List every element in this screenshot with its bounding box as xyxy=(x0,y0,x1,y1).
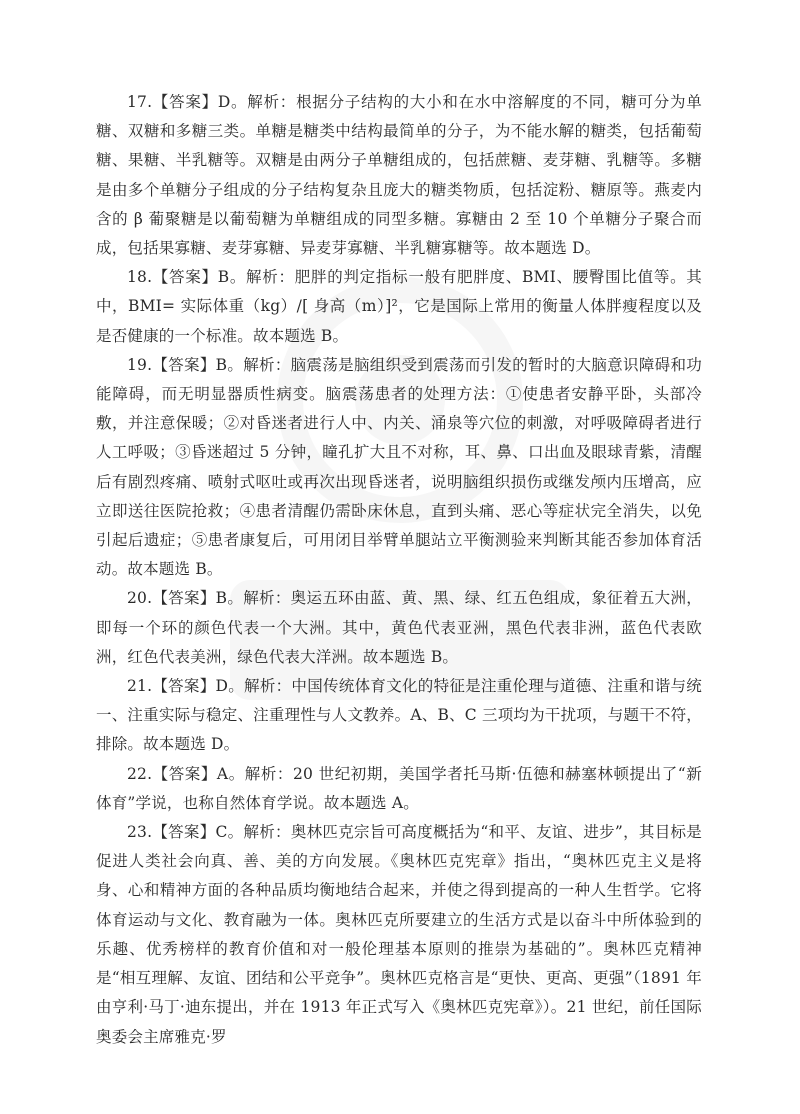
answer-17-paragraph: 17.【答案】D。解析：根据分子结构的大小和在水中溶解度的不同，糖可分为单糖、双糖和多糖三类。单糖是糖类中结构最简单的分子，为不能水解的糖类，包括葡萄糖、果糖、半乳糖等。双糖是由两分子单糖组成的，包括蔗糖、麦芽糖、乳糖等。多糖是由多个单糖分子组成的分子结构复杂且庞大的糖类物质，包括淀粉、糖原等。燕麦内含的 β 葡聚糖是以葡萄糖为单糖组成的同型多糖。寡糖由 2 至 10 个单糖分子聚合而成，包括果寡糖、麦芽寡糖、异麦芽寡糖、半乳糖寡糖等。故本题选 D。 xyxy=(96,93,702,258)
answer-18-paragraph: 18.【答案】B。解析：肥胖的判定指标一般有肥胖度、BMI、腰臀围比值等。其中，BMI= 实际体重（kg）/[ 身高（m）]²，它是国际上常用的衡量人体胖瘦程度以及是否健康的一个标准。故本题选 B。 xyxy=(96,268,702,345)
document-body xyxy=(96,88,702,1052)
answer-21-paragraph: 21.【答案】D。解析：中国传统体育文化的特征是注重伦理与道德、注重和谐与统一、注重实际与稳定、注重理性与人文教养。A、B、C 三项均为干扰项，与题干不符，排除。故本题选 D。 xyxy=(96,677,702,754)
answer-23-paragraph: 23.【答案】C。解析：奥林匹克宗旨可高度概括为“和平、友谊、进步”，其目标是促进人类社会向真、善、美的方向发展。《奥林匹克宪章》指出，“奥林匹克主义是将身、心和精神方面的各种品质均衡地结合起来，并使之得到提高的一种人生哲学。它将体育运动与文化、教育融为一体。奥林匹克所要建立的生活方式是以奋斗中所体验到的乐趣、优秀榜样的教育价值和对一般伦理基本原则的推崇为基础的”。奥林匹克精神是“相互理解、友谊、团结和公平竞争”。奥林匹克格言是“更快、更高、更强”（1891 年由亨利·马丁·迪东提出，并在 1913 年正式写入《奥林匹克宪章》）。21 世纪，前任国际奥委会主席雅克·罗 xyxy=(96,823,702,1046)
answer-19-paragraph: 19.【答案】B。解析：脑震荡是脑组织受到震荡而引发的暂时的大脑意识障碍和功能障碍，而无明显器质性病变。脑震荡患者的处理方法：①使患者安静平卧，头部冷敷，并注意保暖；②对昏迷者进行人中、内关、涌泉等穴位的刺激，对呼吸障碍者进行人工呼吸；③昏迷超过 5 分钟，瞳孔扩大且不对称，耳、鼻、口出血及眼球青紫，清醒后有剧烈疼痛、喷射式呕吐或再次出现昏迷者，说明脑组织损伤或继发颅内压增高，应立即送往医院抢救；④患者清醒仍需卧床休息，直到头痛、恶心等症状完全消失，以免引起后遗症；⑤患者康复后，可用闭目举臂单腿站立平衡测验来判断其能否参加体育活动。故本题选 B。 xyxy=(96,355,702,579)
answer-20-paragraph: 20.【答案】B。解析：奥运五环由蓝、黄、黑、绿、红五色组成，象征着五大洲，即每一个环的颜色代表一个大洲。其中，黄色代表亚洲，黑色代表非洲，蓝色代表欧洲，红色代表美洲，绿色代表大洋洲。故本题选 B。 xyxy=(96,589,702,666)
answer-22-paragraph: 22.【答案】A。解析：20 世纪初期，美国学者托马斯·伍德和赫塞林顿提出了“新体育”学说，也称自然体育学说。故本题选 A。 xyxy=(96,764,702,812)
